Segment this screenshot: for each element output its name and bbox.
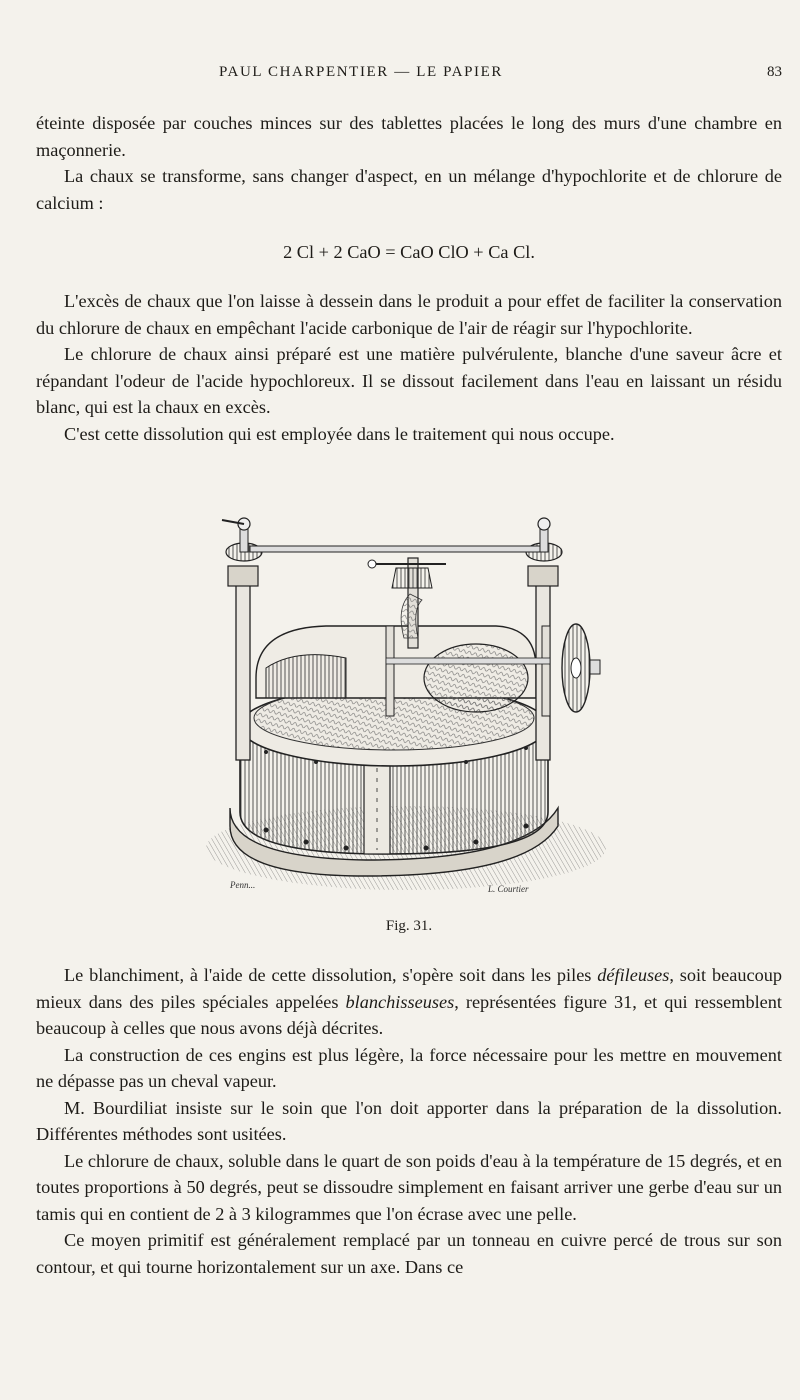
figure-caption: Fig. 31. [385, 918, 433, 934]
paragraph-6 [36, 962, 782, 1042]
paragraph-2: La chaux se transforme, sans changer d'aspect, en un mélange d'hypochlorite et de chlorure de calcium : [36, 166, 782, 213]
paragraph-9: Le chlorure de chaux, soluble dans le quart de son poids d'eau à la température de 15 degrés, et en toutes proportions à 50 degrés, peut se dissoudre simplement en faisant arriver une gerbe d'eau sur un tamis qui en contient de 2 à 3 kilogrammes que l'on écrase avec une pelle. [36, 1150, 782, 1224]
paragraph-6-part-b: , soit beaucoup mieux dans des piles spéciales appelées [36, 965, 782, 1012]
term-defileuses: défileuses [597, 965, 670, 985]
paragraph-7: La construction de ces engins est plus légère, la force nécessaire pour les mettre en mouvement ne dépasse pas un cheval vapeur. [36, 1044, 782, 1091]
paragraph-5: C'est cette dissolution qui est employée dans le traitement qui nous occupe. [64, 423, 615, 444]
paragraph-6-part-a: Le blanchiment, à l'aide de cette dissolution, s'opère soit dans les piles [64, 965, 598, 985]
paragraph-6-part-c: , représentées figure 31, et qui ressemblent beaucoup à celles que nous avons déjà décrites. [36, 991, 782, 1038]
paragraph-4: Le chlorure de chaux ainsi préparé est une matière pulvérulente, blanche d'une saveur âcre et répandant l'odeur de l'acide hypochloreux. Il se dissout facilement dans l'eau en laissant un résidu blanc, qui est la chaux en excès. [36, 344, 782, 417]
term-blanchisseuses: blanchisseuses [345, 991, 455, 1012]
running-title: PAUL CHARPENTIER — LE PAPIER [218, 64, 503, 80]
text-block-top [36, 110, 782, 216]
figure-31-illustration [196, 508, 616, 902]
text-block-bottom [36, 962, 782, 1280]
paragraph-8: M. Bourdiliat insiste sur le soin que l'on doit apporter dans la préparation de la dissolution. Différentes méthodes sont usitées. [36, 1097, 782, 1144]
paragraph-1: éteinte disposée par couches minces sur des tablettes placées le long des murs d'une chambre en maçonnerie. [36, 113, 782, 160]
running-header [36, 64, 782, 88]
text-block-middle [36, 288, 782, 447]
engraver-signature-right: L. Courtier [488, 884, 529, 894]
chemical-formula: 2 Cl + 2 CaO = CaO ClO + Ca Cl. [283, 242, 535, 262]
paragraph-10: Ce moyen primitif est généralement remplacé par un tonneau en cuivre percé de trous sur son contour, et qui tourne horizontalement sur un axe. Dans ce [36, 1230, 782, 1277]
paragraph-3: L'excès de chaux que l'on laisse à dessein dans le produit a pour effet de faciliter la conservation du chlorure de chaux en empêchant l'acide carbonique de l'air de réagir sur l'hypochlorite. [36, 291, 782, 338]
page-number: 83 [767, 64, 782, 80]
engraver-signature-left: Penn... [230, 880, 256, 890]
